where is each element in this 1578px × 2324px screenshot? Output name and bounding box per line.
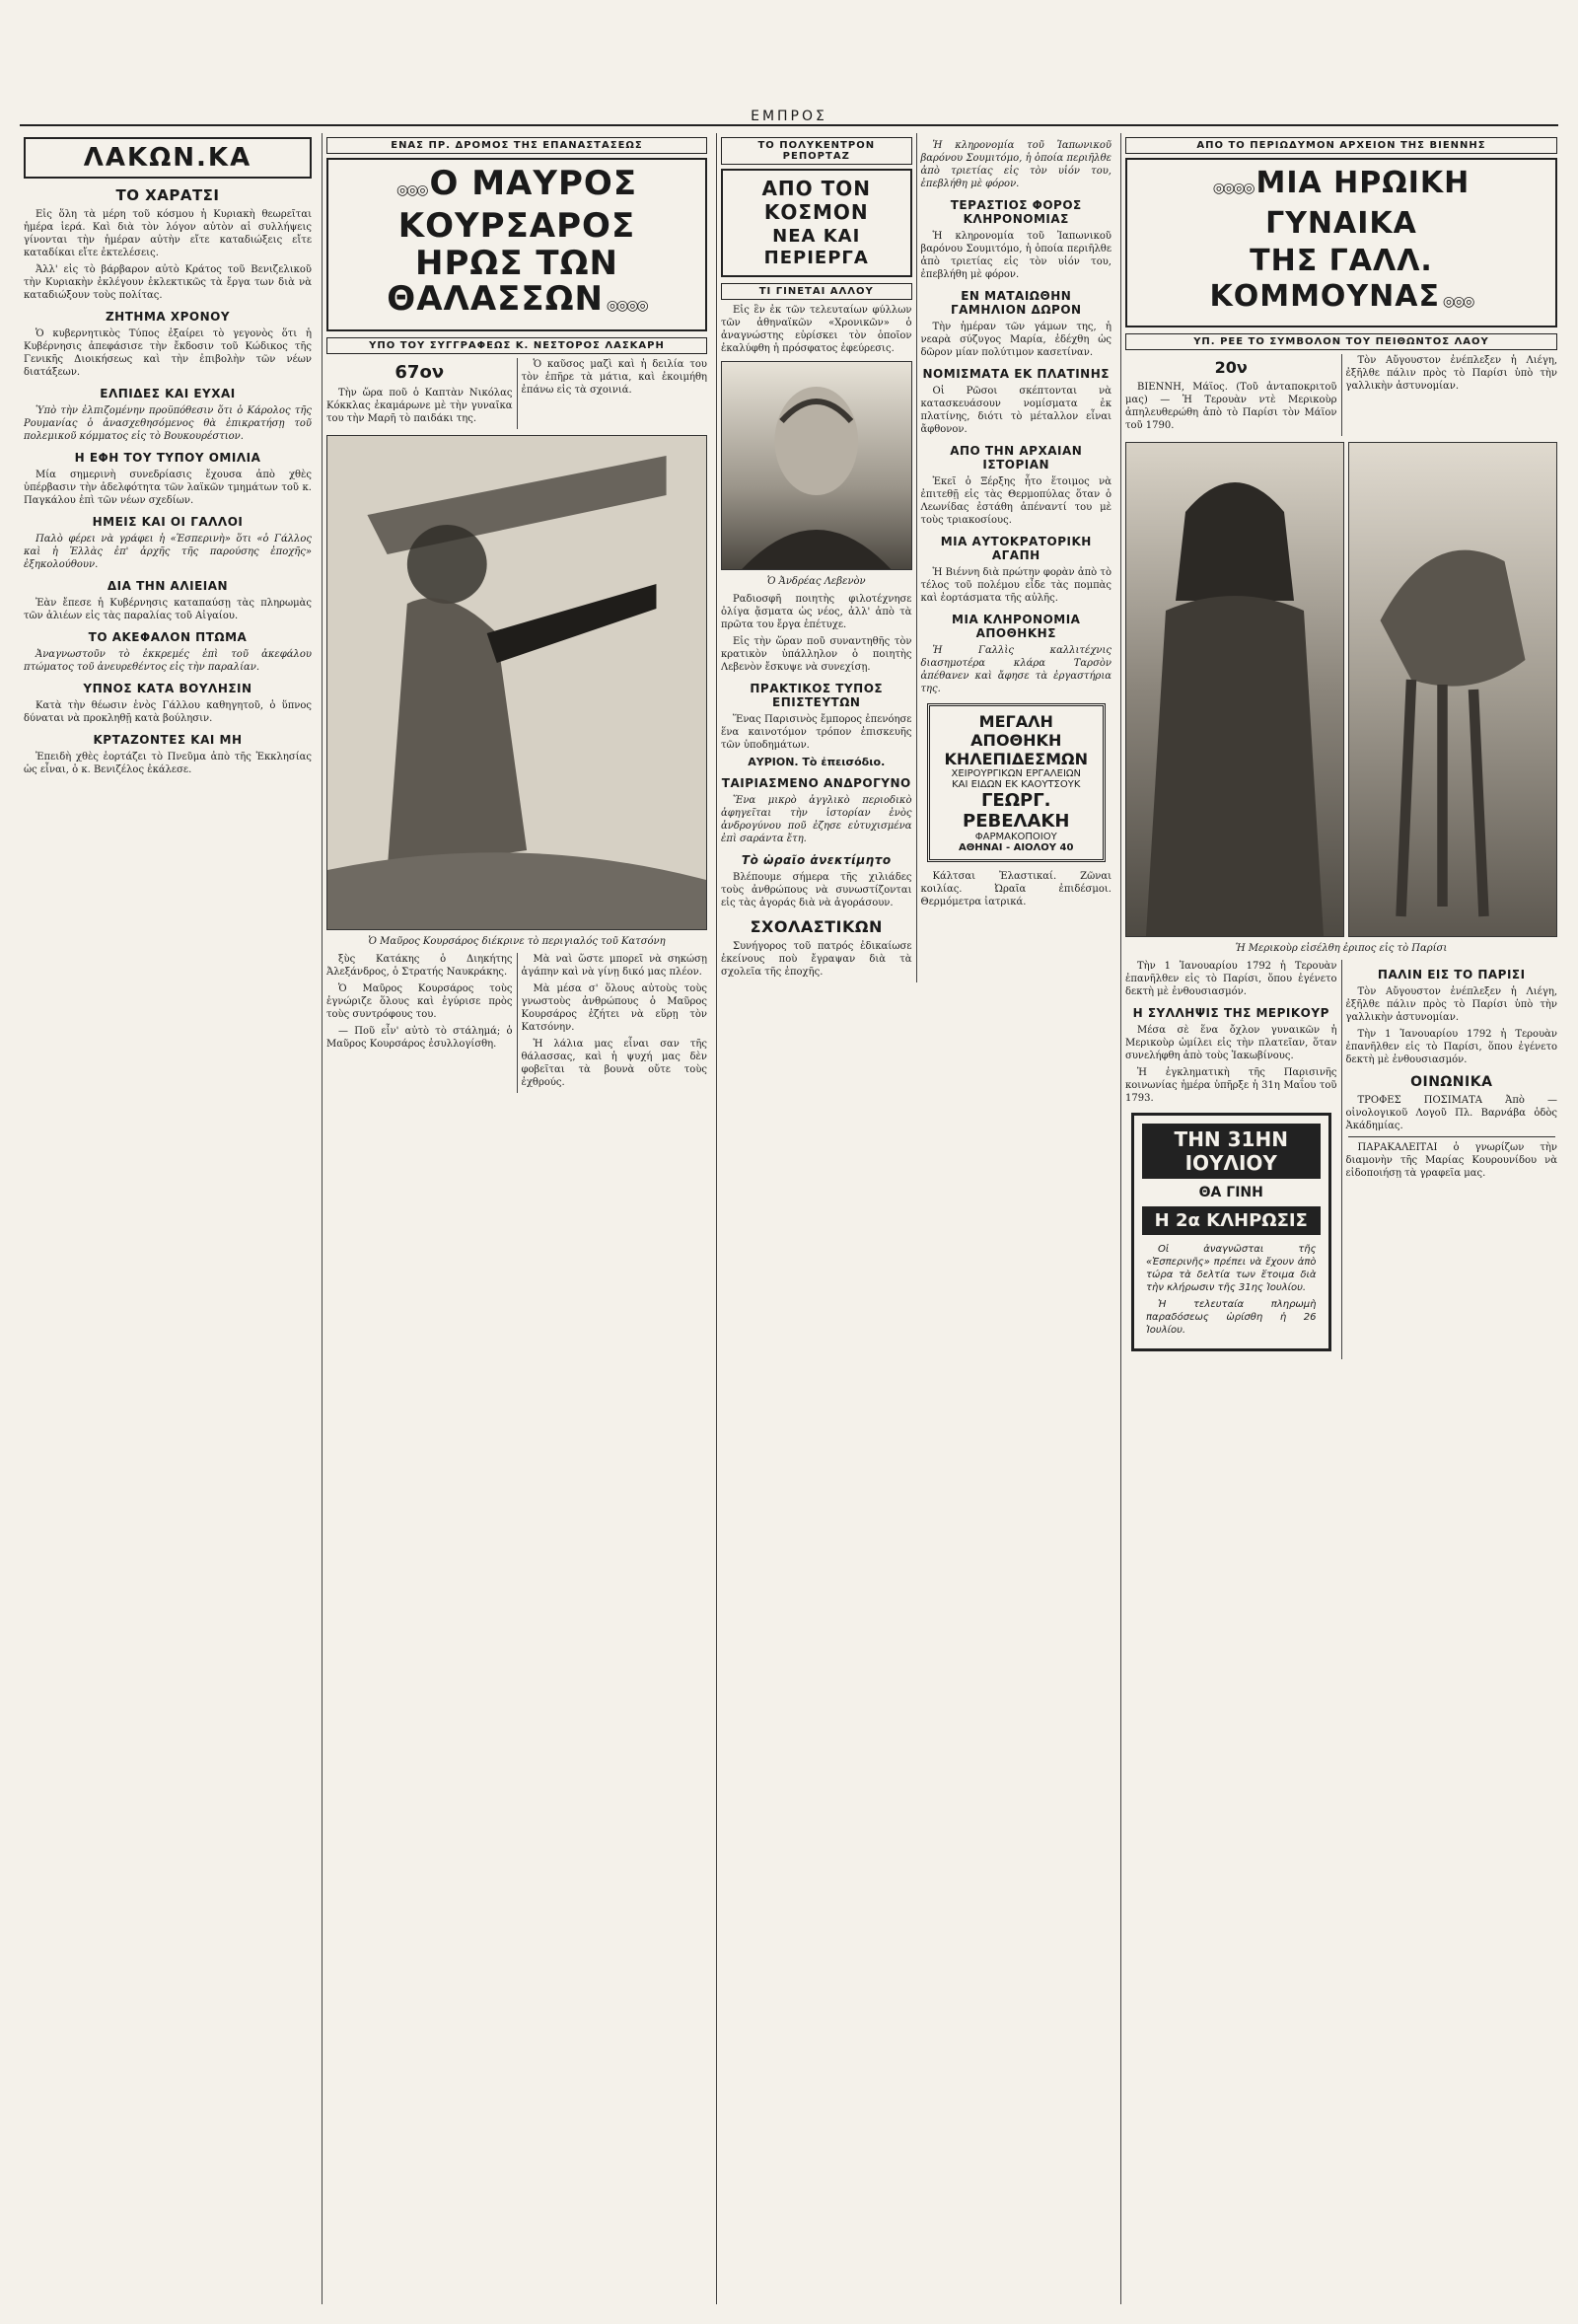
subcolumn-left — [717, 133, 916, 982]
ad-banner: Η 2α ΚΛΗΡΩΣΙΣ — [1142, 1206, 1321, 1235]
ad-text: Οἱ ἀναγνῶσται τῆς «Ἑσπερινῆς» πρέπει νὰ ἔχουν ἀπὸ τώρα τὰ δελτία των ἕτοιμα διὰ τὴν κλήρωσιν τῆς 31ης Ἰουλίου. — [1146, 1244, 1317, 1293]
text-column — [1121, 960, 1341, 1359]
article-heading: ΜΙΑ ΚΛΗΡΟΝΟΜΙΑ ΑΠΟΘΗΚΗΣ — [952, 613, 1081, 640]
serial-headline — [338, 246, 695, 324]
column-lakonika — [20, 133, 316, 2304]
ad-line: ΑΘΗΝΑΙ - ΑΙΟΛΟΥ 40 — [959, 842, 1074, 853]
article-heading: ΝΟΜΙΣΜΑΤΑ ΕΚ ΠΛΑΤΙΝΗΣ — [922, 367, 1110, 381]
article-heading: ΔΙΑ ΤΗΝ ΑΛΙΕΙΑΝ — [107, 579, 229, 593]
article-text: Κατὰ τὴν θέωσιν ἑνὸς Γάλλου καθηγητοῦ, ὁ ὕπνος δύναται νὰ προκληθῇ κατὰ βούλησιν. — [24, 700, 312, 724]
ad-line: ΓΕΩΡΓ. ΡΕΒΕΛΑΚΗ — [963, 790, 1070, 832]
text-column — [1341, 354, 1562, 436]
serial-headline-line2: ΗΡΩΣ ΤΩΝ ΘΑΛΑΣΣΩΝ — [387, 244, 618, 319]
woman-portrait-icon — [1126, 443, 1343, 936]
column-apo-ton-kosmon — [716, 133, 1115, 2304]
divider — [1348, 1136, 1556, 1137]
article-text: Ἡ Γαλλὶς καλλιτέχνις διασημοτέρα κλάρα Ταρσὸν ἀπέθανεν καὶ ἄφησε τὰ ἐργαστήρια της. — [920, 645, 1112, 694]
article-text: Ἐπειδὴ χθὲς ἑορτάζει τὸ Πνεῦμα ἀπὸ τῆς Ἐκκλησίας ὡς εἶναι, ὁ κ. Βενιζέλος ἐκάλεσε. — [24, 752, 312, 775]
section-headline: ΝΕΑ ΚΑΙ ΠΕΡΙΕΡΓΑ — [763, 226, 869, 268]
article-heading: ΖΗΤΗΜΑ ΧΡΟΝΟΥ — [105, 310, 231, 324]
ad-text: Ἡ τελευταία πληρωμὴ παραδόσεως ὡρίσθη ἡ 26 Ἰουλίου. — [1146, 1299, 1317, 1336]
article-text: Μία σημερινὴ συνεδρίασις ἔχουσα ἀπὸ χθὲς ὑπέρβασιν τὴν ἀδελφότητα τῶν λαϊκῶν τμημάτων τοῦ κ. Παγκάλου ἐπὶ τῶν νέων σχεδίων. — [24, 470, 312, 506]
article-heading: ΤΑΙΡΙΑΣΜΕΝΟ ΑΝΔΡΟΓΥΝΟ — [721, 776, 911, 790]
illustration-caption: Ἡ Μερικοὺρ εἰσέλθη ἐριπος εἰς τὸ Παρίσι — [1235, 943, 1448, 954]
masthead: ΕΜΠΡΟΣ — [751, 109, 827, 124]
article-text: Ὁ Μαῦρος Κουρσάρος τοὺς ἐγνώριζε ὅλους καὶ ἐγύρισε πρὸς τοὺς συντρόφους του. — [326, 983, 513, 1020]
article-text: Βλέπουμε σήμερα τῆς χιλιάδες τοὺς ἀνθρώπους νὰ συνωστίζονται εἰς τὰς ἀγοράς διὰ νὰ ἀγοράσουν. — [721, 872, 912, 908]
article-heading: ΠΡΑΚΤΙΚΟΣ ΤΥΠΟΣ ΕΠΙΣΤΕΥΤΩΝ — [750, 682, 884, 709]
column-title: ΛΑΚΩΝ.ΚΑ — [83, 143, 252, 173]
article-text: Μέσα σὲ ἕνα ὄχλον γυναικῶν ἡ Μερικοὺρ ὡμίλει εἰς τὴν πλατεῖαν, ὅταν συνελήφθη ἀπὸ τοὺς Ἰακωβίνους. — [1125, 1025, 1337, 1061]
article-text: Εἰς ἓν ἐκ τῶν τελευταίων φύλλων τῶν ἀθηναϊκῶν «Χρονικῶν» ὁ ἀναγνώστης εὑρίσκει τὸν ὁποῖον ἐκαλύφθη ἡ πρόσφατος ἐφεύρεσις. — [721, 305, 912, 354]
pharmacy-advertisement — [927, 703, 1107, 862]
article-text: ξὺς Κατάκης ὁ Διηκήτης Ἀλεξάνδρος, ὁ Στρατής Ναυκράκης. — [326, 954, 513, 978]
serial-headline-line1: Ο ΜΑΥΡΟΣ ΚΟΥΡΣΑΡΟΣ — [397, 164, 638, 246]
article-text: Ἀναγνωστοῦν τὸ ἐκκρεμές ἐπὶ τοῦ ἀκεφάλου πτώματος τοῦ ἀνευρεθέντος εἰς τὴν παραλίαν. — [24, 649, 312, 673]
subcolumn-right — [916, 133, 1116, 982]
column-title-box — [24, 137, 312, 179]
next-episode: ΑΥΡΙΟΝ. Τὸ ἐπεισόδιο. — [748, 756, 886, 768]
article-text: Τὴν ἡμέραν τῶν γάμων της, ἡ νεαρὰ σύζυγος Μαρία, ἐδέχθη ὡς δῶρον μίαν πολύτιμον κασετίναν. — [920, 322, 1112, 358]
installment-number: 20ν — [1214, 358, 1248, 377]
portrait-photo — [721, 361, 912, 570]
article-heading: ΤΟ ΧΑΡΑΤΣΙ — [115, 186, 220, 204]
article-text: Συνήγορος τοῦ πατρός ἐδικαίωσε ἐκείνους ποὺ ἔγραψαν διὰ τὰ σχολεῖα τῆς ἐποχῆς. — [721, 941, 912, 978]
article-text: Μὰ ναὶ ὥστε μπορεῖ νὰ σηκώσῃ ἀγάπην καὶ νὰ γίνῃ δικό μας πλέον. — [521, 954, 707, 978]
text-column — [323, 358, 517, 429]
article-heading: ΕΝ ΜΑΤΑΙΩΘΗΝ ΓΑΜΗΛΙΟΝ ΔΩΡΟΝ — [950, 289, 1082, 317]
text-column — [323, 953, 517, 1093]
article-text: ΠΑΡΑΚΑΛΕΙΤΑΙ ὁ γνωρίζων τὴν διαμονὴν τῆς Μαρίας Κουρουνίδου νὰ εἰδοποιήσῃ τὰ γραφεῖα μας. — [1345, 1142, 1557, 1179]
article-text: Κάλτσαι Ἐλαστικαί. Ζῶναι κοιλίας. Ὠραῖα ἐπιδέσμοι. Θερμόμετρα ἰατρικά. — [920, 871, 1112, 908]
text-columns — [323, 953, 711, 1093]
illustration-sailor — [326, 435, 707, 930]
article-text: Εἰς τὴν ὥραν ποῦ συναντηθῆς τὸν κρατικὸν ὑπάλληλον ὁ ποιητὴς Λεβενὸν ἔσκυψε νὰ συνεχίσῃ. — [721, 636, 912, 673]
article-heading: ΥΠΝΟΣ ΚΑΤΑ ΒΟΥΛΗΣΙΝ — [83, 682, 252, 695]
article-heading: ΤΕΡΑΣΤΙΟΣ ΦΟΡΟΣ ΚΛΗΡΟΝΟΜΙΑΣ — [950, 198, 1082, 226]
serial-headline-line2: ΤΗΣ ΓΑΛΛ. ΚΟΜΜΟΥΝΑΣ — [1209, 244, 1440, 314]
column-mavros-koursaros — [322, 133, 711, 2304]
ad-banner: ΤΗΝ 31ΗΝ ΙΟΥΛΙΟΥ — [1142, 1124, 1321, 1179]
serial-headline — [338, 166, 695, 244]
text-columns — [1121, 960, 1561, 1359]
serial-headline-box — [326, 158, 707, 331]
ad-line: ΦΑΡΜΑΚΟΠΟΙΟΥ — [974, 832, 1057, 842]
article-heading: Η ΣΥΛΛΗΨΙΣ ΤΗΣ ΜΕΡΙΚΟΥΡ — [1132, 1006, 1329, 1020]
illustration-woman-horse — [1125, 442, 1344, 937]
serial-kicker: ΑΠΟ ΤΟ ΠΕΡΙΩΔΥΜΟΝ ΑΡΧΕΙΟΝ ΤΗΣ ΒΙΕΝΝΗΣ — [1125, 137, 1557, 154]
top-rule — [20, 124, 1558, 126]
article-text: Ἕνας Παρισινὸς ἔμπορος ἐπενόησε ἕνα καινοτόμον τρόπον ἐπισκευῆς τῶν ὑποδημάτων. — [721, 714, 912, 751]
text-columns — [1121, 354, 1561, 436]
text-columns — [323, 358, 711, 429]
article-heading: ΕΛΠΙΔΕΣ ΚΑΙ ΕΥΧΑΙ — [100, 387, 236, 400]
serial-headline — [1137, 244, 1545, 320]
ad-line: ΚΗΛΕΠΙΔΕΣΜΩΝ — [944, 750, 1089, 768]
article-text: — Ποῦ εἶν' αὐτὸ τὸ στάλημά; ὁ Μαῦρος Κουρσάρος ἐσυλλογίσθη. — [326, 1026, 513, 1050]
article-text: Οἱ Ρῶσοι σκέπτονται νὰ κατασκευάσουν νομίσματα ἐκ πλατίνης, διότι τὸ μέταλλον εἶναι ἄφθονον. — [920, 386, 1112, 435]
text-column — [1121, 354, 1341, 436]
lottery-advertisement — [1131, 1113, 1331, 1351]
ornament-icon: ◎◎◎◎ — [1212, 181, 1256, 196]
ad-line: ΜΕΓΑΛΗ ΑΠΟΘΗΚΗ — [970, 712, 1062, 750]
article-text: Τὴν ὥρα ποῦ ὁ Καπτὰν Νικόλας Κόκκλας ἐκαμάρωνε μὲ τὴν γυναῖκα του τὴν Μαρῆ τὸ παιδάκι της. — [326, 388, 513, 424]
serial-headline-line1: ΜΙΑ ΗΡΩΙΚΗ ΓΥΝΑΙΚΑ — [1255, 166, 1470, 241]
article-text: Ὁ καῦσος μαζὶ καὶ ἡ δειλία του τὸν ἐπῆρε τὰ μάτια, καὶ ἐκοιμήθη ἐπάνω εἰς τὰ σχοινιά. — [521, 359, 707, 396]
text-column — [1341, 960, 1562, 1359]
ornament-icon: ◎◎◎◎ — [603, 298, 647, 314]
article-text: Ἐκεῖ ὁ Ξέρξης ἦτο ἕτοιμος νὰ ἐπιτεθῇ εἰς τὰς Θερμοπύλας ὅταν ὁ Λεωνίδας ἐστάθη ἀπέναντί του μὲ τοὺς τριακοσίους. — [920, 476, 1112, 526]
serial-headline — [1137, 166, 1545, 242]
article-heading: Η ΕΦΗ ΤΟΥ ΤΥΠΟΥ ΟΜΙΛΙΑ — [74, 451, 261, 465]
photo-caption: Ὁ Ἀνδρέας Λεβενὸν — [766, 576, 866, 587]
horse-icon — [1349, 443, 1556, 936]
ornament-icon: ◎◎◎ — [395, 182, 430, 198]
ad-line: ΘΑ ΓΙΝΗ — [1198, 1185, 1263, 1200]
section-kicker: ΤΟ ΠΟΛΥΚΕΝΤΡΟΝ ΡΕΠΟΡΤΑΖ — [721, 137, 912, 165]
article-text: Ἀλλ' εἰς τὸ βάρβαρον αὐτὸ Κράτος τοῦ Βενιζελικοῦ τὴν Κυριακὴν ἐκλέγουν ἐκλεκτικῶς τὰ ἔργα των διὰ νὰ καταδιώξουν τοὺς πολίτας. — [24, 264, 312, 301]
article-text: Ἡ λάλια μας εἶναι σαν τῆς θάλασσας, καὶ ἡ ψυχή μας δὲν φοβεῖται τὰ βουνὰ οὔτε τοὺς ἐχθρούς. — [521, 1039, 707, 1088]
article-text: Τὸν Αὔγουστον ἐνέπλεξεν ἡ Λιέγη, ἐξῆλθε πάλιν πρὸς τὸ Παρίσι ὑπὸ τὴν γαλλικὴν ἀστυνομίαν. — [1345, 355, 1557, 392]
installment-number: 67ον — [394, 362, 445, 383]
article-text: Ἡ ἐγκληματικὴ τῆς Παρισινῆς κοινωνίας ἡμέρα ὑπῆρξε ἡ 31η Μαΐου τοῦ 1793. — [1125, 1067, 1337, 1104]
article-text: Ἕνα μικρὸ ἀγγλικὸ περιοδικὸ ἀφηγεῖται τὴν ἱστορίαν ἑνὸς ἀνδρογύνου ποῦ ἐζησε εὐτυχισμένα ἐπὶ σαράντα ἔτη. — [721, 795, 912, 844]
article-text: Ἡ κληρονομία τοῦ Ἰαπωνικοῦ βαρόνου Σουμιτόμο, ἡ ὁποία περιῆλθε ἀπὸ τριετίας εἰς τὸν υἱόν του, ἐπεβλήθη μὲ φόρον. — [920, 140, 1112, 189]
article-heading: ΟΙΝΩΝΙΚΑ — [1410, 1074, 1493, 1090]
column-iroiki-gynaika — [1120, 133, 1561, 2304]
illustration-caption: Ὁ Μαῦρος Κουρσάρος διέκρινε τὸ περιγιαλός τοῦ Κατσόνη — [368, 936, 666, 947]
article-text: Ἡ Βιέννη διὰ πρώτην φορὰν ἀπὸ τὸ τέλος τοῦ πολέμου εἶδε τὰς πομπὰς καὶ ἐορτάσματα τῆς αὐλῆς. — [920, 567, 1112, 604]
article-heading: ΚΡΤΑΖΟΝΤΕΣ ΚΑΙ ΜΗ — [93, 733, 243, 747]
section-sub: ΤΙ ΓΙΝΕΤΑΙ ΑΛΛΟΥ — [721, 283, 912, 300]
article-heading: ΑΠΟ ΤΗΝ ΑΡΧΑΙΑΝ ΙΣΤΟΡΙΑΝ — [950, 444, 1083, 472]
article-heading: ΗΜΕΙΣ ΚΑΙ ΟΙ ΓΑΛΛΟΙ — [92, 515, 244, 529]
article-text: Μὰ μέσα σ' ὅλους αὐτοὺς τοὺς γνωστοὺς ἀνθρώπους ὁ Μαῦρος Κουρσάρος ἐζήτει νὰ εὕρῃ τὸν Κατσόνην. — [521, 983, 707, 1033]
ad-line: ΚΑΙ ΕΙΔΩΝ ΕΚ ΚΑΟΥΤΣΟΥΚ — [952, 779, 1081, 790]
section-headline: ΑΠΟ ΤΟΝ ΚΟΣΜΟΝ — [761, 177, 872, 224]
serial-byline: ΥΠΟ ΤΟΥ ΣΥΓΓΡΑΦΕΩΣ Κ. ΝΕΣΤΟΡΟΣ ΛΑΣΚΑΡΗ — [326, 337, 707, 354]
serial-kicker: ΕΝΑΣ ΠΡ. ΔΡΟΜΟΣ ΤΗΣ ΕΠΑΝΑΣΤΑΣΕΩΣ — [326, 137, 707, 154]
article-text: ΒΙΕΝΝΗ, Μάϊος. (Τοῦ ἀνταποκριτοῦ μας) — Ἡ Τερουὰν ντὲ Μερικοὺρ ἀπηλευθερώθη ἀπὸ τὸ Παρίσι τὸν Μάϊον τοῦ 1790. — [1125, 382, 1337, 431]
ad-line: ΧΕΙΡΟΥΡΓΙΚΩΝ ΕΡΓΑΛΕΙΩΝ — [951, 768, 1082, 779]
article-heading: ΠΑΛΙΝ ΕΙΣ ΤΟ ΠΑΡΙΣΙ — [1377, 968, 1526, 981]
column-split — [717, 133, 1115, 982]
article-text: Ὑπὸ τὴν ἐλπιζομένην προϋπόθεσιν ὅτι ὁ Κάρολος τῆς Ρουμανίας ὁ ἀνασχεθησόμενος θὰ ἐπικρατήσῃ τοῦ πολεμικοῦ κόμματος εἰς τὸ Βουκουρέστιον. — [24, 405, 312, 442]
article-heading: ΣΧΟΛΑΣΤΙΚΩΝ — [750, 917, 883, 936]
article-text: Εἰς ὅλη τὰ μέρη τοῦ κόσμου ἡ Κυριακὴ θεωρεῖται ἡμέρα ἱερά. Καὶ διὰ τὸν λόγον αὐτὸν αἱ συλλήψεις γίνονται τὴν ἡμέραν αὐτὴν εἴτε καταδιώξεις εἴτε καταδίκαι εἴτε ἐκτελέσεις. — [24, 209, 312, 258]
article-text: Τὴν 1 Ἰανουαρίου 1792 ἡ Τερουὰν ἐπανῆλθεν εἰς τὸ Παρίσι, ὅπου ἐγένετο δεκτὴ μὲ ἐνθουσιασμόν. — [1345, 1029, 1557, 1065]
article-text: Ἐὰν ἔπεσε ἡ Κυβέρνησις καταπαύσῃ τὰς πληρωμὰς τῶν ἁλιέων εἰς τὰς παραλίας τοῦ Αἰγαίου. — [24, 598, 312, 621]
article-heading: ΤΟ ΑΚΕΦΑΛΟΝ ΠΤΩΜΑ — [88, 630, 248, 644]
sailor-telescope-icon — [327, 436, 706, 929]
illustration-horse — [1348, 442, 1557, 937]
article-text: Τὴν 1 Ἰανουαρίου 1792 ἡ Τερουὰν ἐπανῆλθεν εἰς τὸ Παρίσι, ὅπου ἐγένετο δεκτὴ μὲ ἐνθουσιασμόν. — [1125, 961, 1337, 997]
serial-byline: ΥΠ. ΡΕΕ ΤΟ ΣΥΜΒΟΛΟΝ ΤΟΥ ΠΕΙΘΩΝΤΟΣ ΛΑΟΥ — [1125, 333, 1557, 350]
serial-headline-box — [1125, 158, 1557, 327]
article-text: Ἡ κληρονομία τοῦ Ἰαπωνικοῦ βαρόνου Σουμιτόμο, ἡ ὁποία περιῆλθε ἀπὸ τριετίας εἰς τὸν υἱόν του, ἐπεβλήθη μὲ φόρον. — [920, 231, 1112, 280]
article-text: Ὁ κυβερνητικὸς Τύπος ἐξαίρει τὸ γεγονὸς ὅτι ἡ Κυβέρνησις ἀπεφάσισε τὴν ἔκδοσιν τοῦ Κώδικος τῆς Γενικῆς Διοικήσεως καὶ τὴν ἐπιβολὴν τῶν νέων διατάξεων. — [24, 328, 312, 378]
section-headline-box — [721, 169, 912, 277]
article-text: Παλὸ φέρει νὰ γράφει ἡ «Ἑσπερινὴ» ὅτι «ὁ Γάλλος καὶ ἡ Ἑλλὰς ἐπ' ἀρχῆς τῆς παρούσης ἐποχῆς» ἐξηκολούθουν. — [24, 534, 312, 570]
article-text: Ραδιοσφῆ ποιητὴς φιλοτέχνησε ὀλίγα ᾄσματα ὡς νέος, ἀλλ' ἀπὸ τὰ πρῶτα του ἔργα ἐπέτυχε. — [721, 594, 912, 630]
text-column — [517, 953, 712, 1093]
article-text: ΤΡΟΦΕΣ ΠΟΣΙΜΑΤΑ Ἀπὸ — οἰνολογικοῦ Λογοῦ Πλ. Βαρνάβα ὁδὸς Ἀκάδημίας. — [1345, 1095, 1557, 1131]
ornament-icon: ◎◎◎ — [1439, 294, 1473, 310]
portrait-man-icon — [722, 362, 911, 569]
text-column — [517, 358, 712, 429]
article-heading: ΜΙΑ ΑΥΤΟΚΡΑΤΟΡΙΚΗ ΑΓΑΠΗ — [940, 535, 1092, 562]
article-text: Τὸν Αὔγουστον ἐνέπλεξεν ἡ Λιέγη, ἐξῆλθε πάλιν πρὸς τὸ Παρίσι ὑπὸ τὴν γαλλικὴν ἀστυνομίαν. — [1345, 986, 1557, 1023]
article-heading: Τὸ ὡραῖο ἀνεκτίμητο — [741, 853, 892, 867]
